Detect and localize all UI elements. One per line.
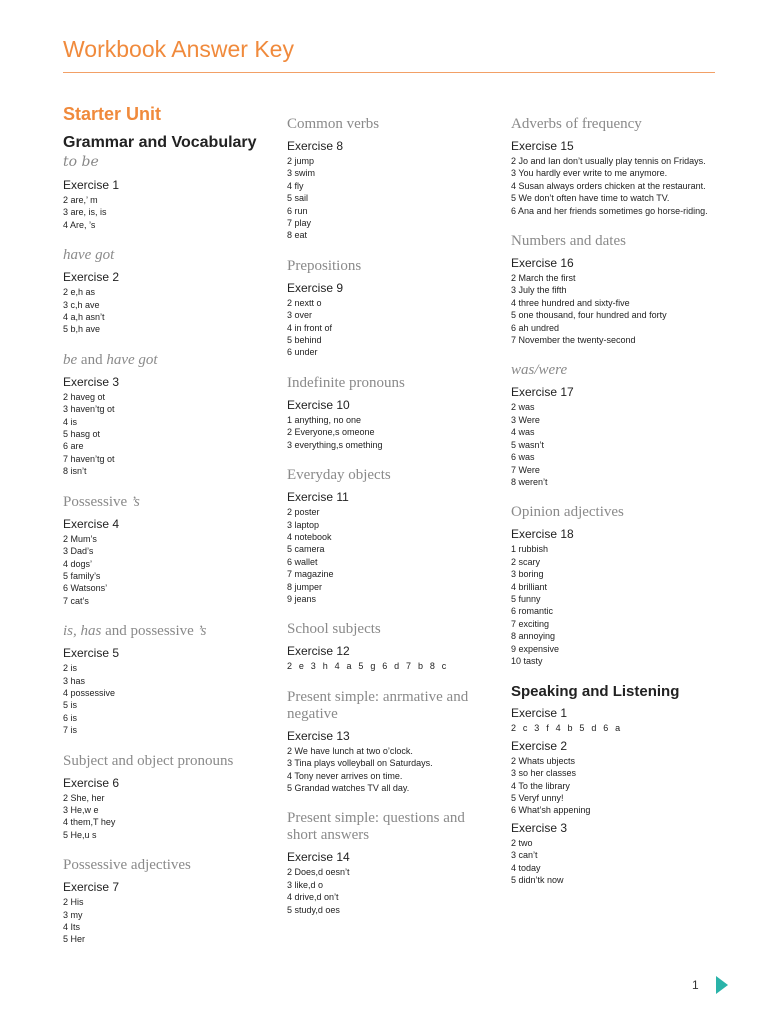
answer-line: 3 July the fifth (511, 285, 567, 296)
answer-list (287, 660, 492, 672)
section-heading (63, 623, 263, 640)
answer-line: 5 b,h ave (63, 324, 101, 335)
answer-line: 4 drive,d on’t (287, 892, 339, 903)
section-heading: Speaking and Listening (511, 683, 680, 701)
answer-list (63, 792, 263, 842)
answer-line: 6 is (63, 712, 78, 723)
answer-line: 3 He,w e (63, 804, 99, 815)
grammar-vocabulary-heading (63, 133, 263, 172)
section-heading (63, 753, 263, 770)
answer-line: 4 three hundred and sixty-five (511, 297, 630, 308)
answer-line: 7 haven’tg ot (63, 453, 115, 464)
answer-line: 3 can’t (511, 850, 538, 861)
answer-line: 4 dogs’ (63, 558, 93, 569)
answer-line: 3 Dad’s (63, 546, 94, 557)
answer-line: 4 a,h asn’t (63, 312, 105, 323)
answer-line: 3 swim (287, 168, 316, 179)
answer-line: 4 To the library (511, 780, 570, 791)
answer-list (287, 745, 492, 795)
answer-line: 4 Tony never arrives on time. (287, 770, 403, 781)
section-heading-text: Possessive adjectives (63, 857, 191, 874)
answer-line: 8 jumper (287, 581, 323, 592)
answer-line: 5 behind (287, 335, 322, 346)
section-heading-text: Opinion adjectives (511, 504, 624, 521)
unit-heading: Starter Unit (63, 104, 162, 124)
answer-line: 7 magazine (287, 569, 334, 580)
answer-list (63, 533, 263, 607)
column-3 (511, 100, 721, 886)
answer-line: 3 You hardly ever write to me anymore. (511, 168, 668, 179)
answer-line: 3 my (63, 909, 83, 920)
answer-line: 5 family’s (63, 570, 101, 581)
answer-line: 9 expensive (511, 643, 560, 654)
answer-list (63, 896, 263, 946)
answer-list (287, 414, 492, 451)
answer-line: 4 fly (287, 180, 304, 191)
answer-list (287, 506, 492, 605)
answer-list (511, 837, 721, 887)
answer-line: 4 brilliant (511, 581, 548, 592)
title-rule (63, 72, 715, 73)
section-heading (511, 504, 721, 521)
answer-line: 10 tasty (511, 655, 543, 666)
answer-line: 5 is (63, 700, 78, 711)
answer-line: 3 has (63, 675, 86, 686)
answer-line: 5 didn’tk now (511, 875, 564, 886)
column-1 (63, 100, 263, 946)
answer-line: 8 eat (287, 230, 308, 241)
answer-line: 6 Watsons’ (63, 583, 108, 594)
answer-list (63, 194, 263, 231)
section-heading-text: School subjects (287, 621, 381, 638)
exercise-label: Exercise 14 (287, 850, 350, 865)
answer-line: 4 was (511, 427, 535, 438)
answer-line: 5 We don’t often have time to watch TV. (511, 193, 670, 204)
section-heading-italic: was/were (511, 362, 568, 379)
answer-list (511, 155, 721, 217)
answer-line: 5 He,u s (63, 829, 97, 840)
section-heading (287, 467, 492, 484)
section-heading (511, 116, 721, 133)
answer-line: 2 e 3 h 4 a 5 g 6 d 7 b 8 c (287, 661, 449, 672)
section-heading (287, 258, 492, 275)
answer-line: 3 Tina plays volleyball on Saturdays. (287, 758, 433, 769)
answer-line: 5 Her (63, 934, 86, 945)
answer-list (63, 662, 263, 736)
section-heading (511, 362, 721, 379)
section-heading-text: and (77, 351, 107, 368)
section-heading-text: Subject and object pronouns (63, 752, 234, 769)
exercise-label: Exercise 3 (63, 374, 120, 389)
answer-line: 3 boring (511, 569, 544, 580)
section-heading (511, 233, 721, 250)
answer-line: 4 them,T hey (63, 817, 116, 828)
answer-line: 6 was (511, 452, 535, 463)
exercise-label: Exercise 9 (287, 280, 344, 295)
section-heading-italic: is, has (63, 623, 102, 640)
exercise-label: Exercise 10 (287, 397, 350, 412)
answer-line: 2 are,’ m (63, 195, 98, 205)
answer-line: 3 like,d o (287, 879, 324, 890)
answer-list (511, 722, 721, 734)
exercise-label: Exercise 16 (511, 256, 574, 271)
exercise-label: Exercise 5 (63, 646, 120, 661)
exercise-label: Exercise 18 (511, 527, 574, 542)
answer-line: 6 Ana and her friends sometimes go horse-riding. (511, 205, 708, 216)
answer-line: 3 laptop (287, 519, 320, 530)
answer-line: 3 c,h ave (63, 299, 100, 310)
answer-line: 4 is (63, 416, 78, 427)
exercise-label: Exercise 7 (63, 880, 120, 895)
answer-line: 6 run (287, 205, 308, 216)
section-heading-text: Present simple: anrmative and negative (287, 688, 469, 722)
answer-list (287, 866, 492, 916)
exercise-label: Exercise 4 (63, 516, 120, 531)
answer-line: 7 is (63, 725, 78, 736)
answer-line: 6 romantic (511, 606, 554, 617)
section-heading (287, 375, 492, 392)
section-heading (63, 494, 263, 511)
answer-line: 2 haveg ot (63, 391, 106, 402)
answer-line: 5 Grandad watches TV all day. (287, 782, 410, 793)
answer-line: 3 haven’tg ot (63, 404, 115, 415)
answer-list (511, 543, 721, 667)
answer-line: 8 annoying (511, 631, 556, 642)
answer-line: 6 wallet (287, 556, 318, 567)
exercise-label: Exercise 12 (287, 644, 350, 659)
answer-line: 3 so her classes (511, 768, 577, 779)
answer-line: 2 nextt o (287, 297, 322, 308)
answer-line: 4 today (511, 862, 541, 873)
answer-list (63, 391, 263, 478)
answer-line: 2 Jo and Ian don’t usually play tennis on Fridays. (511, 156, 706, 166)
answer-line: 2 Does,d oesn’t (287, 867, 350, 878)
section-heading-text: Everyday objects (287, 467, 391, 484)
section-heading-italic: have got (106, 351, 158, 368)
answer-list (63, 286, 263, 336)
section-heading (63, 352, 263, 369)
section-heading-italic: be (63, 351, 78, 368)
answer-list (511, 401, 721, 488)
answer-line: 5 funny (511, 593, 541, 604)
section-heading-text: Prepositions (287, 257, 362, 274)
answer-line: 3 everything,s omething (287, 439, 383, 450)
answer-line: 3 over (287, 310, 313, 321)
answer-line: 1 anything, no one (287, 414, 362, 425)
answer-line: 5 hasg ot (63, 429, 101, 440)
answer-line: 4 possessive (63, 687, 116, 698)
answer-line: 2 jump (287, 156, 315, 166)
answer-line: 2 Everyone,s omeone (287, 427, 375, 438)
exercise-label: Exercise 11 (287, 490, 349, 505)
section-heading-text: Possessive (63, 493, 131, 510)
exercise-label: Exercise 8 (287, 139, 344, 153)
answer-line: 7 Were (511, 464, 540, 475)
exercise-label: Exercise 2 (63, 270, 120, 285)
answer-line: 2 poster (287, 507, 320, 518)
exercise-label: Exercise 6 (63, 775, 120, 790)
answer-line: 2 We have lunch at two o’clock. (287, 745, 413, 756)
section-heading-italic: have got (63, 247, 115, 264)
answer-line: 9 jeans (287, 593, 317, 604)
answer-line: 7 November the twenty-second (511, 335, 636, 346)
answer-line: 2 was (511, 402, 535, 413)
answer-line: 7 exciting (511, 618, 550, 629)
exercise-label: Exercise 2 (511, 738, 568, 753)
section-heading-italic: ’s (130, 493, 140, 510)
answer-line: 2 is (63, 663, 78, 674)
page-number: 1 (692, 978, 699, 992)
next-page-icon[interactable] (716, 976, 728, 994)
answer-line: 2 e,h as (63, 287, 96, 298)
answer-line: 7 play (287, 218, 312, 229)
exercise-label: Exercise 1 (63, 178, 120, 192)
section-heading-text: Adverbs of frequency (511, 116, 642, 132)
answer-line: 7 cat’s (63, 595, 89, 606)
section-heading-italic: ’s (197, 623, 207, 640)
answer-line: 5 study,d oes (287, 904, 340, 915)
answer-line: 4 Its (63, 922, 81, 932)
answer-line: 2 March the first (511, 273, 576, 284)
answer-line: 4 Are, ’s (63, 219, 96, 230)
answer-line: 5 Veryf unny! (511, 793, 564, 803)
exercise-label: Exercise 17 (511, 385, 574, 400)
section-heading (287, 689, 492, 723)
answer-line: 6 ah undred (511, 322, 560, 333)
section-heading (63, 247, 263, 264)
answer-line: 4 Susan always orders chicken at the restaurant. (511, 180, 706, 191)
answer-line: 5 one thousand, four hundred and forty (511, 310, 667, 321)
section-heading (287, 621, 492, 638)
answer-line: 4 in front of (287, 322, 333, 333)
grammar-vocabulary-sub: to be (63, 154, 99, 170)
answer-list (287, 297, 492, 359)
exercise-label: Exercise 15 (511, 139, 574, 153)
answer-line: 8 isn’t (63, 466, 87, 477)
answer-line: 2 She, her (63, 792, 105, 803)
column-2 (287, 100, 492, 916)
answer-line: 2 scary (511, 556, 541, 567)
answer-line: 5 sail (287, 193, 309, 204)
answer-line: 2 c 3 f 4 b 5 d 6 a (511, 723, 623, 734)
answer-line: 3 are, is, is (63, 207, 107, 218)
answer-line: 2 Mum’s (63, 533, 97, 544)
exercise-label: Exercise 3 (511, 820, 568, 835)
section-heading (287, 810, 492, 844)
answer-list (511, 755, 721, 817)
exercise-label: Exercise 1 (511, 706, 568, 721)
answer-list (511, 272, 721, 346)
answer-line: 6 What’sh appening (511, 805, 591, 816)
answer-line: 1 rubbish (511, 544, 549, 555)
grammar-vocabulary-main: Grammar and Vocabulary (63, 134, 257, 151)
answer-line: 5 wasn’t (511, 439, 545, 450)
section-heading (287, 116, 492, 133)
answer-line: 3 Were (511, 414, 540, 425)
answer-line: 4 notebook (287, 531, 332, 542)
answer-line: 2 Whats ubjects (511, 755, 576, 766)
answer-line: 2 two (511, 837, 533, 848)
answer-line: 5 camera (287, 544, 325, 555)
section-heading-text: Numbers and dates (511, 233, 626, 250)
page-title: Workbook Answer Key (63, 36, 294, 62)
answer-line: 6 are (63, 441, 84, 452)
exercise-label: Exercise 13 (287, 728, 350, 743)
answer-line: 8 weren’t (511, 476, 548, 487)
section-heading-text: Present simple: questions and short answers (287, 810, 465, 844)
section-heading-text: Indefinite pronouns (287, 374, 405, 391)
answer-line: 6 under (287, 347, 318, 358)
answer-list (287, 155, 492, 242)
section-heading (63, 857, 263, 874)
answer-line: 2 His (63, 897, 84, 908)
section-heading-text: Common verbs (287, 116, 380, 132)
section-heading-text: and possessive (101, 623, 198, 640)
